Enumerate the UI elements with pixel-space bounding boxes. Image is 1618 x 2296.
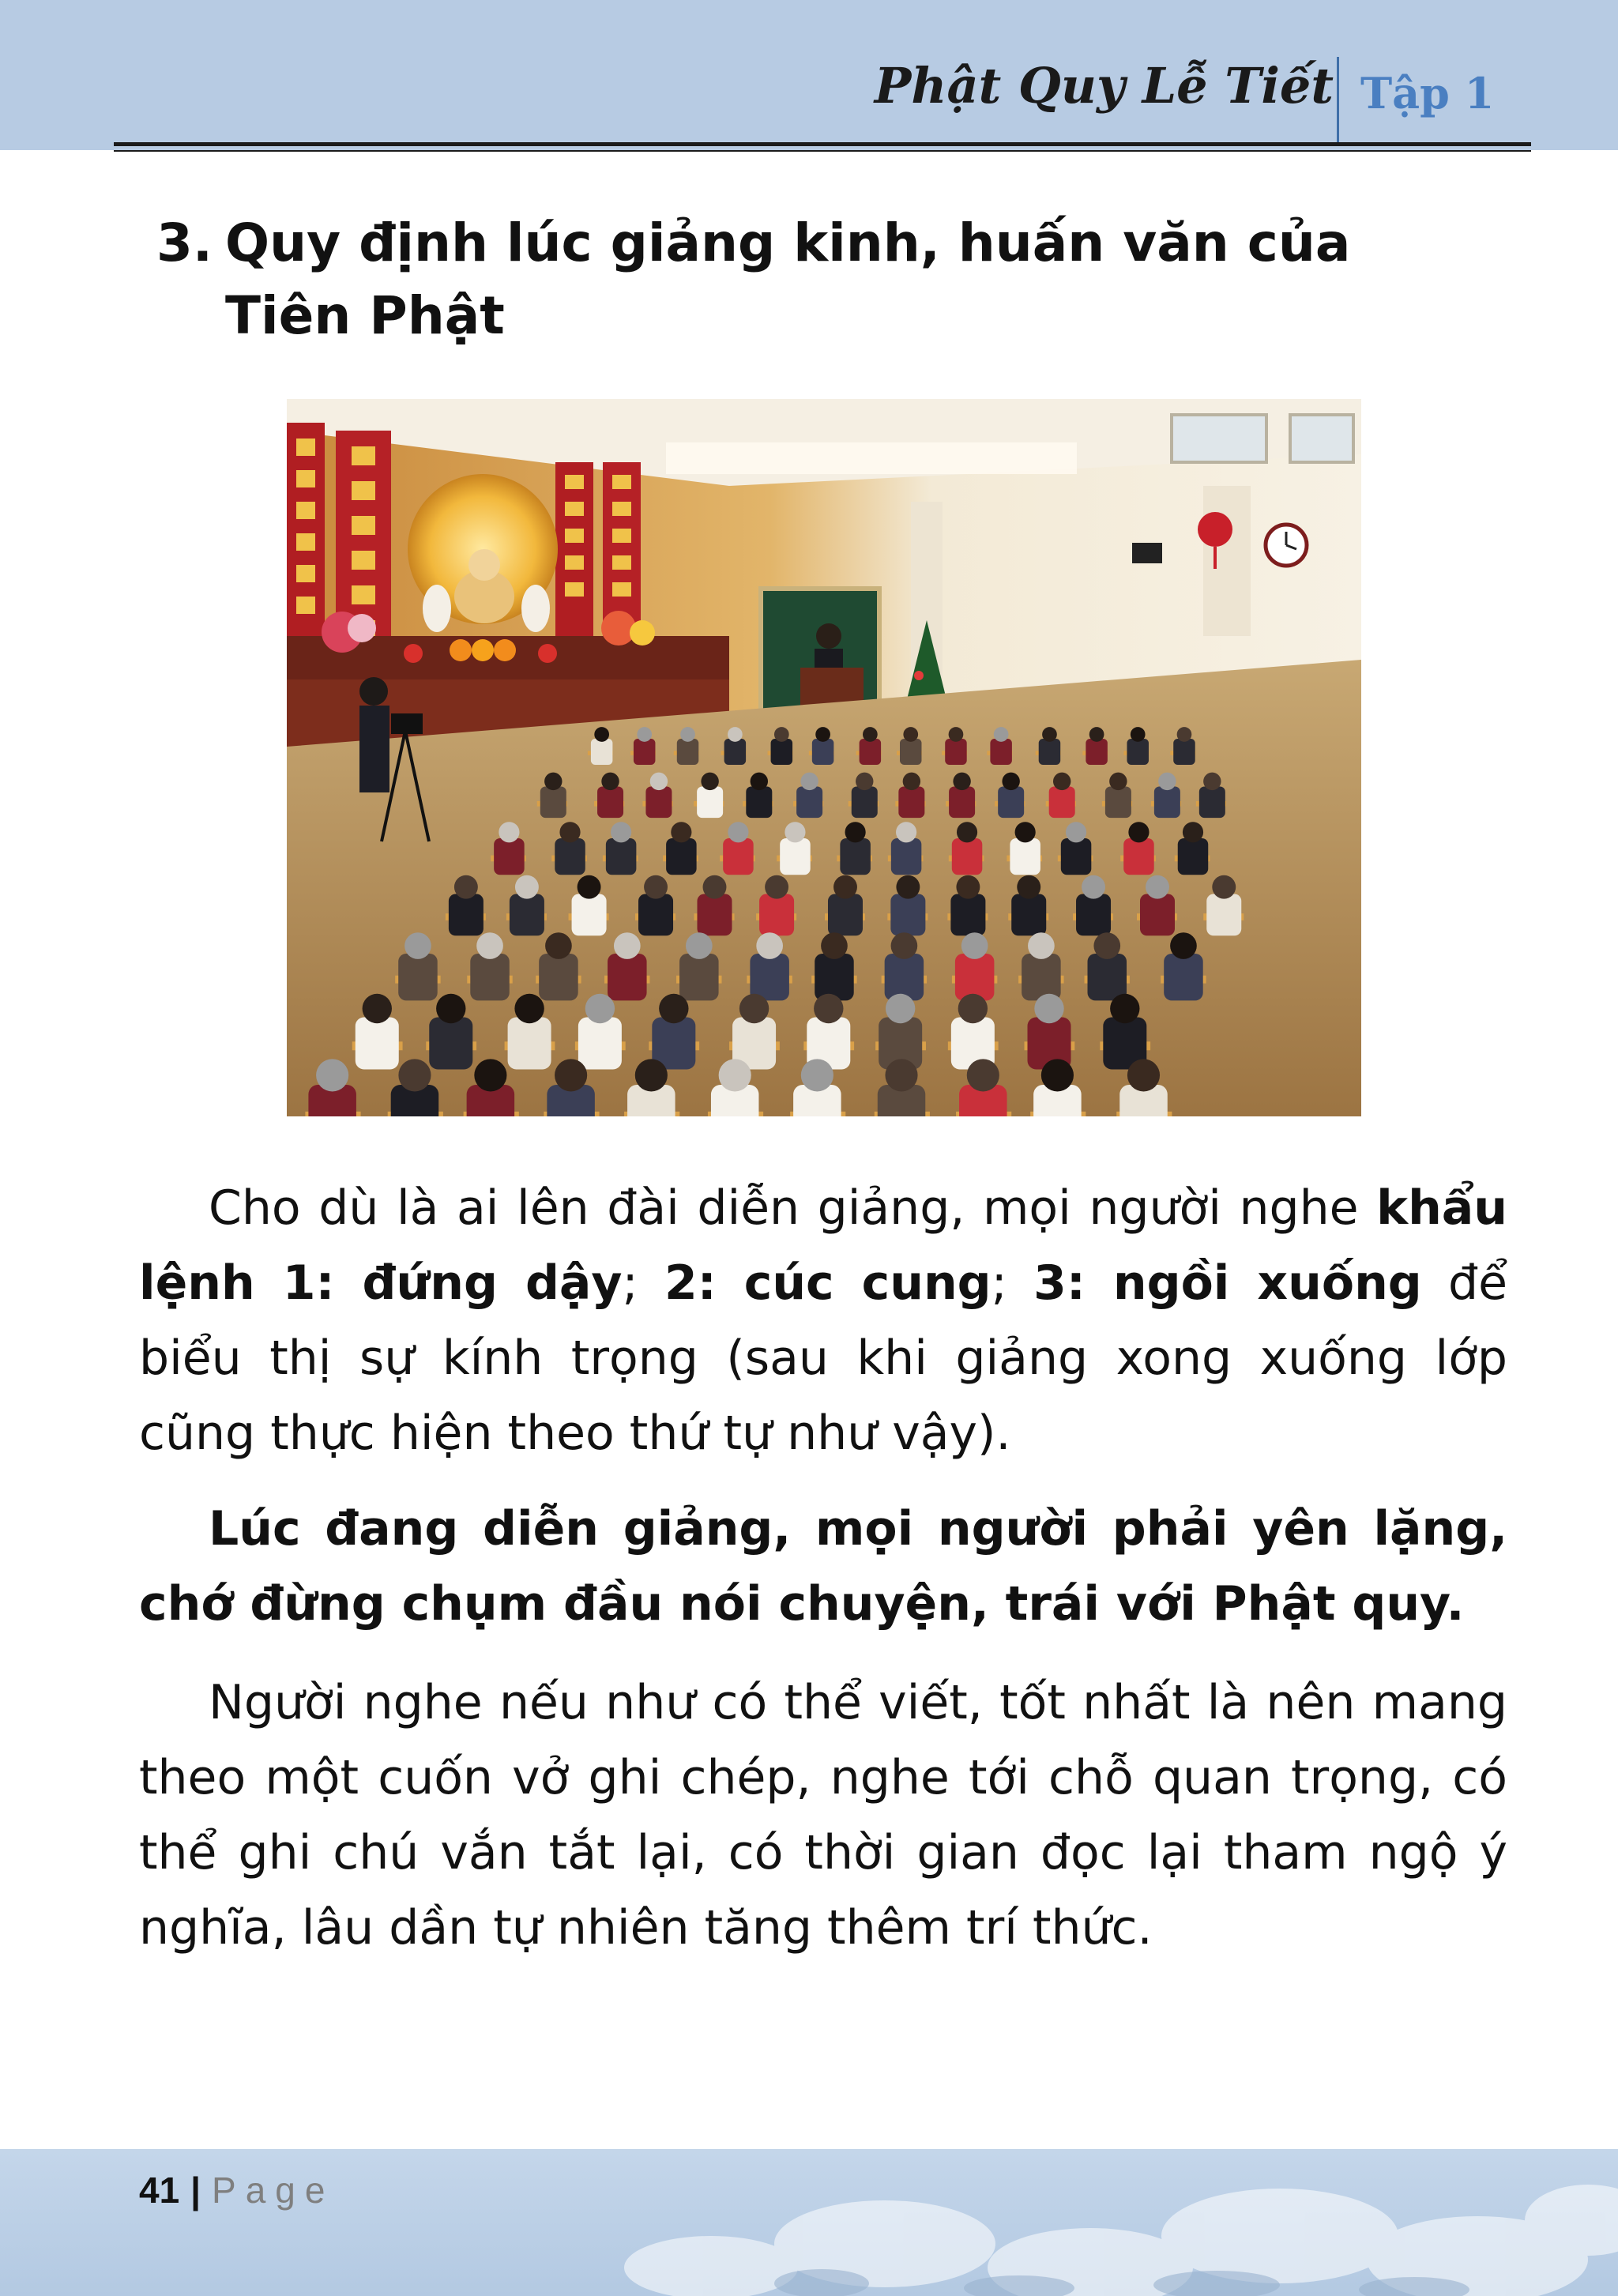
page-number: 41 <box>139 2170 180 2211</box>
command-sit-down: 3: ngồi xuống <box>1033 1255 1422 1311</box>
header-rule <box>114 142 1531 146</box>
paragraph-3: Người nghe nếu như có thể viết, tốt nhất là nên mang theo một cuốn vở ghi chép, nghe tới chỗ quan trọng, có thể ghi chú vắn tắt lại, có thời gian đọc lại tham ngộ ý nghĩa, lâu dần tự nhiên tăng thêm trí thức. <box>139 1675 1507 1955</box>
page-separator: | <box>190 2170 201 2211</box>
paragraph-1-tail: để biểu thị sự kính trọng (sau khi giảng xong xuống lớp cũng thực hiện theo thứ tự như vậy). <box>139 1255 1507 1461</box>
separator-text: ; <box>991 1255 1034 1311</box>
volume-label: Tập 1 <box>1360 68 1495 119</box>
page-footer <box>139 2169 334 2211</box>
command-bow: 2: cúc cung <box>664 1255 991 1311</box>
page-word: Page <box>212 2170 335 2211</box>
separator-text: ; <box>622 1255 664 1311</box>
section-title: Quy định lúc giảng kinh, huấn văn của Tiên Phật <box>225 213 1351 346</box>
paragraph-2: Lúc đang diễn giảng, mọi người phải yên lặng, chớ đừng chụm đầu nói chuyện, trái với Phật quy. <box>139 1501 1507 1632</box>
paragraph-1 <box>139 1171 1507 1471</box>
lecture-hall-photo <box>287 399 1361 1116</box>
paragraph-1-text: Cho dù là ai lên đài diễn giảng, mọi người nghe <box>209 1180 1377 1236</box>
header-divider <box>1337 57 1339 145</box>
header-rule-thin <box>114 150 1531 152</box>
section-number: 3. <box>156 213 213 273</box>
section-heading <box>156 207 1420 352</box>
command-stand-up: khẩu lệnh 1: đứng dậy <box>139 1180 1507 1311</box>
book-title: Phật Quy Lễ Tiết <box>874 57 1334 115</box>
